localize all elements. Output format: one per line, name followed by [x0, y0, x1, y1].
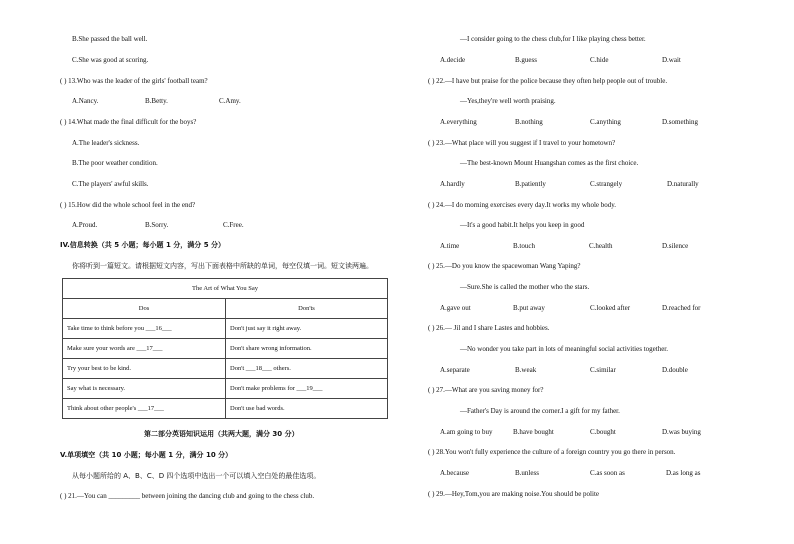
q28-option-a: A.because: [440, 469, 469, 477]
q26-option-b: B.weak: [515, 366, 537, 374]
part-2-title: 第二部分英语知识运用（共两大题，满分 30 分）: [144, 430, 299, 438]
q22-option-b: B.nothing: [515, 118, 543, 126]
section-5-title: V.单项填空（共 10 小题；每小题 1 分，满分 10 分）: [60, 451, 233, 459]
table-row: [63, 319, 388, 339]
q21-option-b: B.guess: [515, 56, 537, 64]
q15-option-c: C.Free.: [223, 221, 244, 229]
table-cell: Don't use bad words.: [226, 399, 388, 419]
q14-option-b: B.The poor weather condition.: [72, 159, 158, 167]
q26-option-d: D.double: [662, 366, 688, 374]
q12-option-c: C.She was good at scoring.: [72, 56, 149, 64]
q13-option-a: A.Nancy.: [72, 97, 99, 105]
table-cell: Don't share wrong information.: [226, 339, 388, 359]
q23-option-a: A.hardly: [440, 180, 465, 188]
question-23: ( ) 23.—What place will you suggest if I travel to your hometown?: [428, 139, 616, 147]
question-13: ( ) 13.Who was the leader of the girls' football team?: [60, 77, 208, 85]
q15-option-b: B.Sorry.: [145, 221, 169, 229]
table-cell: Think about other people's ___17___: [63, 399, 226, 419]
q21-reply: —I consider going to the chess club,for I like playing chess better.: [460, 35, 646, 43]
question-29: ( ) 29.—Hey,Tom,you are making noise.You should be polite: [428, 490, 599, 498]
question-21: ( ) 21.—You can _________ between joining the dancing club and going to the chess club.: [60, 492, 315, 500]
table-cell: Say what is necessary.: [63, 379, 226, 399]
q25-option-b: B.put away: [513, 304, 545, 312]
q24-reply: —It's a good habit.It helps you keep in good: [460, 221, 585, 229]
question-27: ( ) 27.—What are you saving money for?: [428, 386, 544, 394]
question-28: ( ) 28.You won't fully experience the culture of a foreign country you go there in person.: [428, 448, 676, 456]
table-title: The Art of What You Say: [63, 279, 388, 299]
table-cell: Don't ___18___ others.: [226, 359, 388, 379]
q28-option-b: B.unless: [515, 469, 539, 477]
q15-option-a: A.Proud.: [72, 221, 98, 229]
info-table: [62, 278, 388, 419]
q27-option-c: C.bought: [590, 428, 616, 436]
table-cell: Take time to think before you ___16___: [63, 319, 226, 339]
q23-option-c: C.strangely: [590, 180, 623, 188]
table-header-donts: Don'ts: [226, 299, 388, 319]
q28-option-d: D.as long as: [666, 469, 701, 477]
q28-option-c: C.as soon as: [590, 469, 625, 477]
table-cell: Make sure your words are ___17___: [63, 339, 226, 359]
q24-option-d: D.silence: [662, 242, 689, 250]
q26-option-a: A.separate: [440, 366, 470, 374]
q25-option-c: C.looked after: [590, 304, 631, 312]
q27-option-a: A.am going to buy: [440, 428, 493, 436]
q13-option-b: B.Betty.: [145, 97, 168, 105]
q21-option-c: C.hide: [590, 56, 609, 64]
question-15: ( ) 15.How did the whole school feel in the end?: [60, 201, 196, 209]
table-cell: Don't just say it right away.: [226, 319, 388, 339]
question-22: ( ) 22.—I have but praise for the police because they often help people out of trouble.: [428, 77, 668, 85]
q21-option-d: D.wait: [662, 56, 681, 64]
q27-option-d: D.was buying: [662, 428, 701, 436]
q22-option-a: A.everything: [440, 118, 477, 126]
q24-option-b: B.touch: [513, 242, 535, 250]
q24-option-c: C.health: [589, 242, 613, 250]
question-26: ( ) 26.— Jil and I share Lastes and hobbies.: [428, 324, 550, 332]
q21-option-a: A.decide: [440, 56, 466, 64]
q25-option-a: A.gave out: [440, 304, 471, 312]
table-cell: Try your best to be kind.: [63, 359, 226, 379]
question-24: ( ) 24.—I do morning exercises every day.It works my whole body.: [428, 201, 617, 209]
q12-option-b: B.She passed the ball well.: [72, 35, 148, 43]
q22-option-c: C.anything: [590, 118, 621, 126]
question-14: ( ) 14.What made the final difficult for the boys?: [60, 118, 197, 126]
q25-option-d: D.reached for: [662, 304, 701, 312]
table-row: [63, 399, 388, 419]
q22-option-d: D.something: [662, 118, 698, 126]
section-4-title: IV.信息转换（共 5 小题；每小题 1 分，满分 5 分）: [60, 241, 226, 249]
q26-reply: —No wonder you take part in lots of meaningful social activities together.: [460, 345, 669, 353]
q25-reply: —Sure.She is called the mother who the stars.: [460, 283, 590, 291]
q23-reply: —The best-known Mount Huangshan comes as the first choice.: [460, 159, 639, 167]
q23-option-d: D.naturally: [667, 180, 699, 188]
q14-option-c: C.The players' awful skills.: [72, 180, 149, 188]
table-header-dos: Dos: [63, 299, 226, 319]
table-row: [63, 359, 388, 379]
q22-reply: —Yes,they're well worth praising.: [460, 97, 556, 105]
table-row: [63, 379, 388, 399]
table-row: [63, 339, 388, 359]
section-4-instructions: 你将听到一篇短文。请根据短文内容，写出下面表格中所缺的单词，每空仅填一词。短文读两遍。: [72, 262, 373, 270]
q23-option-b: B.patiently: [515, 180, 546, 188]
question-25: ( ) 25.—Do you know the spacewoman Wang Yaping?: [428, 262, 581, 270]
q27-option-b: B.have bought: [513, 428, 554, 436]
section-5-instructions: 从每小题所给的 A、B、C、D 四个选项中选出一个可以填入空白处的最佳选项。: [72, 472, 321, 480]
q24-option-a: A.time: [440, 242, 460, 250]
q14-option-a: A.The leader's sickness.: [72, 139, 140, 147]
q13-option-c: C.Amy.: [219, 97, 241, 105]
q26-option-c: C.similar: [590, 366, 616, 374]
q27-reply: —Father's Day is around the corner.I a gift for my father.: [460, 407, 620, 415]
table-cell: Don't make problems for ___19___: [226, 379, 388, 399]
